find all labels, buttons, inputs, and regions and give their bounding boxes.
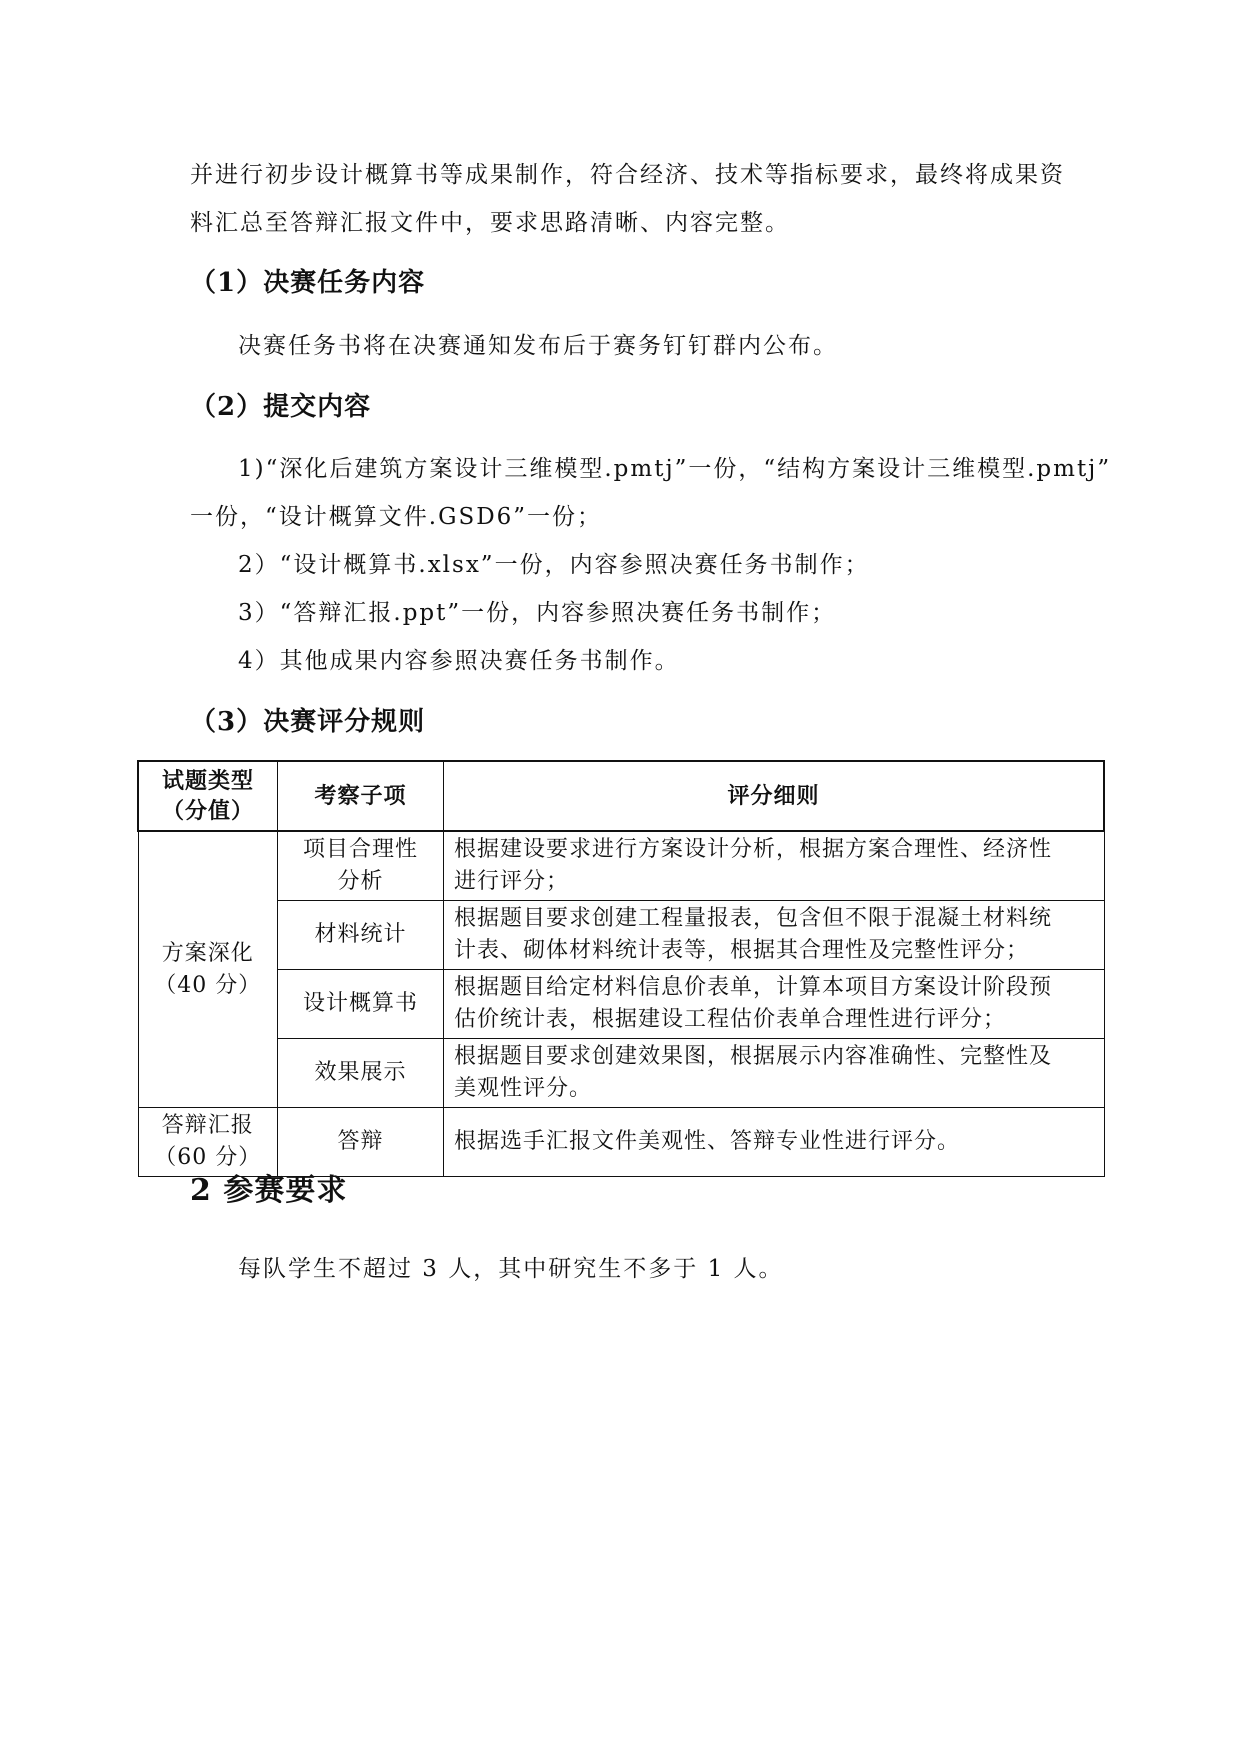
- row-1-detail: [444, 831, 1105, 901]
- row-3-detail-line-2: 估价统计表，根据建设工程估价表单合理性进行评分；: [454, 1007, 1007, 1032]
- row-3-detail-line-1: 根据题目给定材料信息价表单，计算本项目方案设计阶段预: [454, 975, 1053, 1000]
- section-1-text: 决赛任务书将在决赛通知发布后于赛务钉钉群内公布。: [238, 333, 838, 359]
- row-2-item: 材料统计: [278, 901, 444, 970]
- header-type-line-2: （分值）: [161, 798, 254, 824]
- group-2-name-line-1: 答辩汇报: [161, 1113, 254, 1138]
- row-4-item: 效果展示: [278, 1039, 444, 1108]
- row-2-detail-line-1: 根据题目要求创建工程量报表，包含但不限于混凝土材料统: [454, 906, 1053, 931]
- row-1-detail-line-1: 根据建设要求进行方案设计分析，根据方案合理性、经济性: [454, 837, 1053, 862]
- row-1-item: [278, 831, 444, 901]
- section-4-heading: 2 参赛要求: [190, 1173, 348, 1208]
- table-row: [138, 1108, 1104, 1177]
- row-1-detail-line-2: 进行评分；: [454, 869, 570, 894]
- submission-item-2: 2）“设计概算书.xlsx”一份，内容参照决赛任务书制作；: [238, 552, 870, 578]
- group-1-name: [138, 831, 278, 1108]
- table-row: [138, 901, 1104, 970]
- submission-item-1-line-1: 1)“深化后建筑方案设计三维模型.pmtj”一份，“结构方案设计三维模型.pmtj”: [238, 456, 1112, 482]
- group-2-name: [138, 1108, 278, 1177]
- row-4-detail-line-1: 根据题目要求创建效果图，根据展示内容准确性、完整性及: [454, 1044, 1053, 1069]
- table-row: [138, 970, 1104, 1039]
- table-row: [138, 1039, 1104, 1108]
- section-2-heading: （2）提交内容: [190, 392, 372, 422]
- header-type: [138, 761, 278, 831]
- section-3-heading: （3）决赛评分规则: [190, 707, 426, 737]
- section-4-text: 每队学生不超过 3 人，其中研究生不多于 1 人。: [238, 1256, 784, 1282]
- group-1-name-line-2: （40 分）: [154, 972, 262, 998]
- row-3-item: 设计概算书: [278, 970, 444, 1039]
- table-row: [138, 831, 1104, 901]
- group-2-item: 答辩: [278, 1108, 444, 1177]
- row-1-item-line-1: 项目合理性: [302, 837, 418, 862]
- table-header-row: [138, 761, 1104, 831]
- row-2-detail: [444, 901, 1105, 970]
- row-2-detail-line-2: 计表、砌体材料统计表等，根据其合理性及完整性评分；: [454, 938, 1030, 963]
- submission-item-1-line-2: 一份，“设计概算文件.GSD6”一份；: [190, 504, 603, 530]
- scoring-table: [137, 760, 1105, 1177]
- section-1-heading: （1）决赛任务内容: [190, 268, 426, 298]
- row-1-item-line-2: 分析: [337, 869, 384, 894]
- group-2-detail: 根据选手汇报文件美观性、答辩专业性进行评分。: [444, 1108, 1105, 1177]
- group-2-name-line-2: （60 分）: [154, 1145, 262, 1170]
- intro-line-1: 并进行初步设计概算书等成果制作，符合经济、技术等指标要求，最终将成果资: [190, 162, 1065, 188]
- row-4-detail-line-2: 美观性评分。: [454, 1076, 593, 1101]
- row-4-detail: [444, 1039, 1105, 1108]
- intro-line-2: 料汇总至答辩汇报文件中，要求思路清晰、内容完整。: [190, 210, 790, 236]
- header-item: 考察子项: [278, 761, 444, 831]
- header-detail: 评分细则: [444, 761, 1105, 831]
- row-3-detail: [444, 970, 1105, 1039]
- header-type-line-1: 试题类型: [161, 768, 254, 794]
- group-1-name-line-1: 方案深化: [161, 940, 254, 966]
- submission-item-3: 3）“答辩汇报.ppt”一份，内容参照决赛任务书制作；: [238, 600, 837, 626]
- submission-item-4: 4）其他成果内容参照决赛任务书制作。: [238, 648, 680, 674]
